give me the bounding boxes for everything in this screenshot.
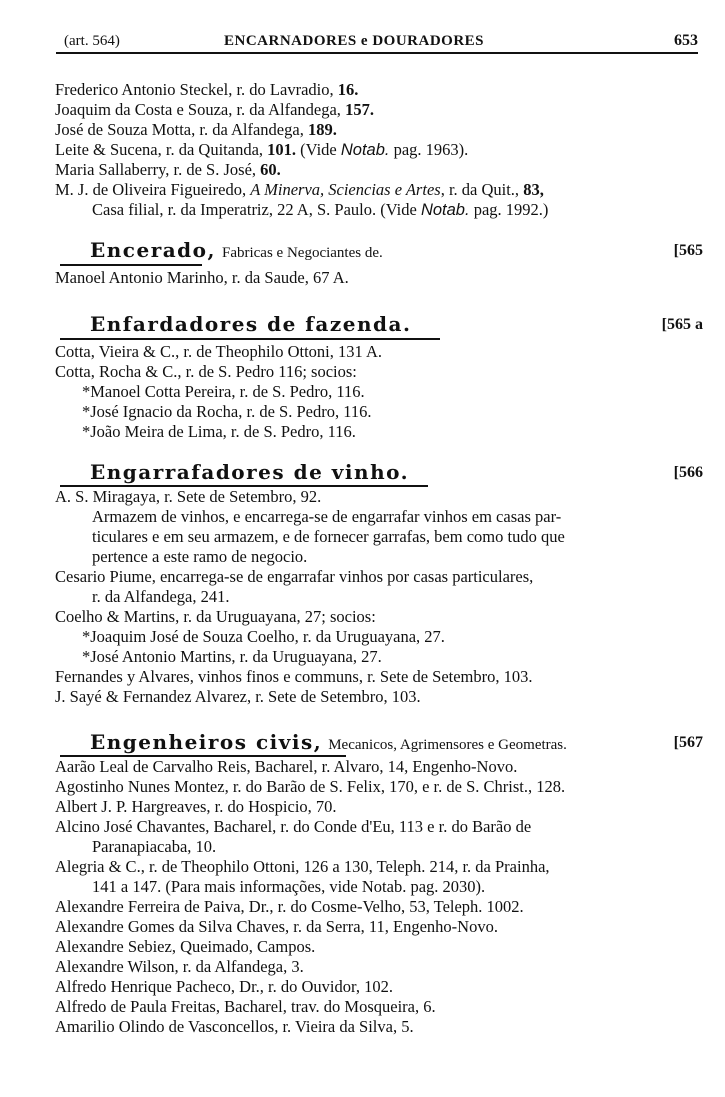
entry-line: Manoel Antonio Marinho, r. da Saude, 67 A. <box>55 268 349 287</box>
section-number: [566 <box>673 464 703 481</box>
entry-line: Casa filial, r. da Imperatriz, 22 A, S. Paulo. (Vide Notab. pag. 1992.) <box>92 200 549 219</box>
entry-line: Alfredo Henrique Pacheco, Dr., r. do Ouvidor, 102. <box>55 977 393 996</box>
entry-line: *Manoel Cotta Pereira, r. de S. Pedro, 116. <box>82 382 365 401</box>
entry-line: *José Ignacio da Rocha, r. de S. Pedro, 116. <box>82 402 372 421</box>
entry-line: Fernandes y Alvares, vinhos finos e communs, r. Sete de Setembro, 103. <box>55 667 533 686</box>
section-heading: Enfardadores de fazenda. <box>90 312 412 336</box>
section-heading: Encerado, Fabricas e Negociantes de. <box>90 238 383 262</box>
entry-line: *Joaquim José de Souza Coelho, r. da Uruguayana, 27. <box>82 627 445 646</box>
entry-line: Cesario Piume, encarrega-se de engarrafar vinhos por casas particulares, <box>55 567 534 586</box>
section-number: [565 a <box>661 316 703 333</box>
entry-line: Maria Sallaberry, r. de S. José, 60. <box>55 160 281 179</box>
entry-line: Joaquim da Costa e Souza, r. da Alfandega, 157. <box>55 100 374 119</box>
article-ref: (art. 564) <box>64 33 120 49</box>
entry-line: Alexandre Wilson, r. da Alfandega, 3. <box>55 957 304 976</box>
entry-line: Coelho & Martins, r. da Uruguayana, 27; socios: <box>55 607 376 626</box>
section-number: [567 <box>673 734 703 751</box>
entry-line: pertence a este ramo de negocio. <box>92 547 308 566</box>
entry-line: 141 a 147. (Para mais informações, vide Notab. pag. 2030). <box>92 877 486 896</box>
entry-line: Aarão Leal de Carvalho Reis, Bacharel, r. Alvaro, 14, Engenho-Novo. <box>55 757 518 776</box>
entry-line: *José Antonio Martins, r. da Uruguayana, 27. <box>82 647 382 666</box>
entry-line: Alexandre Ferreira de Paiva, Dr., r. do Cosme-Velho, 53, Teleph. 1002. <box>55 897 524 916</box>
entry-line: Amarilio Olindo de Vasconcellos, r. Vieira da Silva, 5. <box>55 1017 414 1036</box>
section-heading: Engenheiros civis, Mecanicos, Agrimensores e Geometras. <box>90 730 567 754</box>
entry-line: Cotta, Rocha & C., r. de S. Pedro 116; socios: <box>55 362 357 381</box>
section-heading: Engarrafadores de vinho. <box>90 460 410 484</box>
entry-line: A. S. Miragaya, r. Sete de Setembro, 92. <box>55 487 322 506</box>
section-number: [565 <box>673 242 703 259</box>
entry-line: Frederico Antonio Steckel, r. do Lavradio, 16. <box>55 80 359 99</box>
entry-line: Paranapiacaba, 10. <box>92 837 217 856</box>
entry-line: J. Sayé & Fernandez Alvarez, r. Sete de Setembro, 103. <box>55 687 421 706</box>
entry-line: Alegria & C., r. de Theophilo Ottoni, 126 a 130, Teleph. 214, r. da Prainha, <box>55 857 550 876</box>
entry-line: ticulares e em seu armazem, e de fornecer garrafas, bem como tudo que <box>92 527 565 546</box>
entry-line: Alfredo de Paula Freitas, Bacharel, trav. do Mosqueira, 6. <box>55 997 436 1016</box>
section-rule <box>60 338 440 340</box>
entry-line: Albert J. P. Hargreaves, r. do Hospicio, 70. <box>55 797 337 816</box>
entry-line: Leite & Sucena, r. da Quitanda, 101. (Vide Notab. pag. 1963). <box>55 140 469 159</box>
page-header <box>56 30 698 54</box>
entry-line: M. J. de Oliveira Figueiredo, A Minerva, Sciencias e Artes, r. da Quit., 83, <box>55 180 544 199</box>
entry-line: r. da Alfandega, 241. <box>92 587 230 606</box>
entry-line: Armazem de vinhos, e encarrega-se de engarrafar vinhos em casas par- <box>92 507 562 526</box>
page-number: 653 <box>674 32 698 49</box>
entry-line: Alexandre Gomes da Silva Chaves, r. da Serra, 11, Engenho-Novo. <box>55 917 498 936</box>
page-title: ENCARNADORES e DOURADORES <box>224 33 485 49</box>
entry-line: José de Souza Motta, r. da Alfandega, 189. <box>55 120 337 139</box>
section-rule <box>60 264 202 266</box>
entry-line: Alcino José Chavantes, Bacharel, r. do Conde d'Eu, 113 e r. do Barão de <box>55 817 532 836</box>
entry-line: Alexandre Sebiez, Queimado, Campos. <box>55 937 316 956</box>
entry-line: Agostinho Nunes Montez, r. do Barão de S. Felix, 170, e r. de S. Christ., 128. <box>55 777 566 796</box>
entry-line: *João Meira de Lima, r. de S. Pedro, 116. <box>82 422 356 441</box>
entry-line: Cotta, Vieira & C., r. de Theophilo Ottoni, 131 A. <box>55 342 383 361</box>
